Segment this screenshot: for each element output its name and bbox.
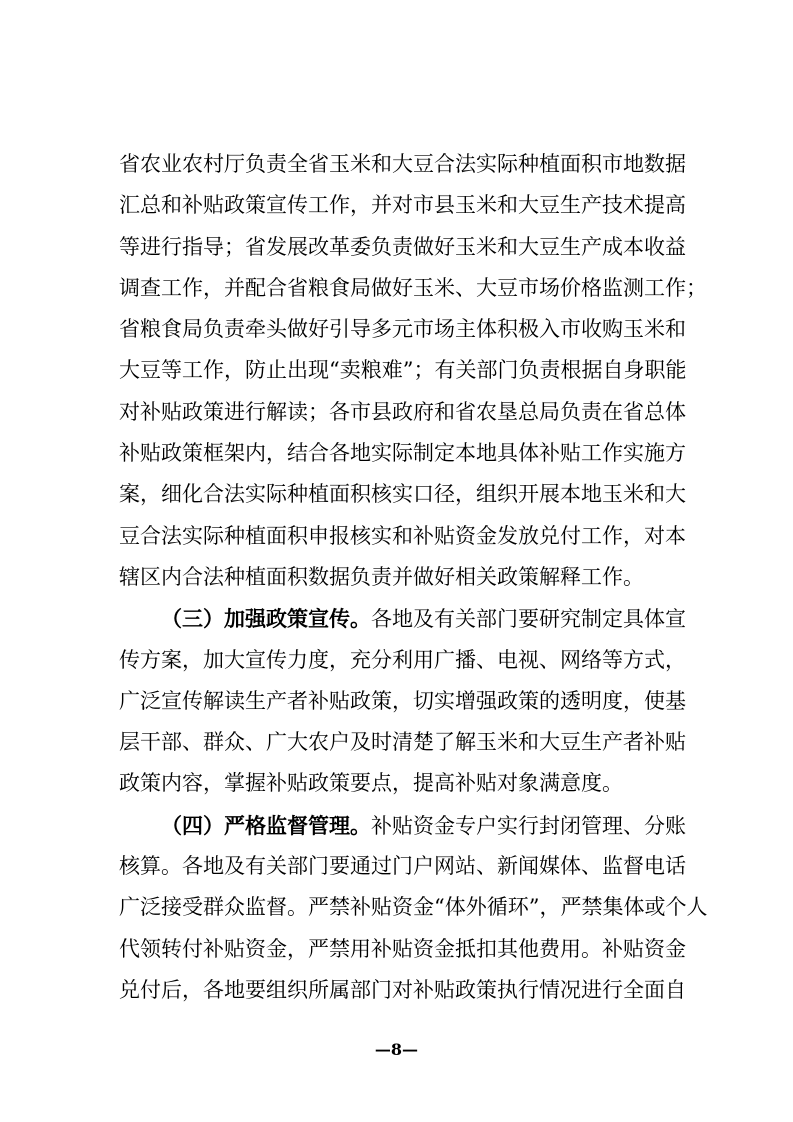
text-line: 兑付后，各地要组织所属部门对补贴政策执行情况进行全面自 <box>119 977 686 1002</box>
text-line: 代领转付补贴资金，严禁用补贴资金抵扣其他费用。补贴资金 <box>119 936 686 961</box>
text-line: 大豆等工作，防止出现“卖粮难”；有关部门负责根据自身职能 <box>119 358 687 383</box>
text-line: 辖区内合法种植面积数据负责并做好相关政策解释工作。 <box>119 564 644 589</box>
text-line: 补贴政策框架内，结合各地实际制定本地具体补贴工作实施方 <box>119 441 686 466</box>
text-line <box>119 805 686 846</box>
text-line: 广泛宣传解读生产者补贴政策，切实增强政策的透明度，使基 <box>119 688 686 713</box>
text-line: 核算。各地及有关部门要通过门户网站、新闻媒体、监督电话 <box>119 854 686 879</box>
paragraph-supervision <box>119 805 708 1011</box>
paragraph-publicity <box>119 598 686 804</box>
paragraph-responsibilities <box>119 144 707 598</box>
text-run: 补贴资金专户实行封闭管理、分账 <box>371 813 686 838</box>
body-text <box>119 144 708 1011</box>
text-line: 省农业农村厅负责全省玉米和大豆合法实际种植面积市地数据 <box>119 152 686 176</box>
text-line: 层干部、群众、广大农户及时清楚了解玉米和大豆生产者补贴 <box>119 730 686 755</box>
text-line: 等进行指导；省发展改革委负责做好玉米和大豆生产成本收益 <box>119 234 686 259</box>
text-line: 对补贴政策进行解读；各市县政府和省农垦总局负责在省总体 <box>119 399 686 424</box>
text-line: 广泛接受群众监督。严禁补贴资金“体外循环”，严禁集体或个人 <box>119 895 708 920</box>
section-heading-supervision: （四）严格监督管理。 <box>161 812 371 838</box>
text-line: 政策内容，掌握补贴政策要点，提高补贴对象满意度。 <box>119 771 623 796</box>
text-line: 豆合法实际种植面积申报核实和补贴资金发放兑付工作，对本 <box>119 523 686 548</box>
section-heading-publicity: （三）加强政策宣传。 <box>161 606 371 632</box>
text-line: 汇总和补贴政策宣传工作，并对市县玉米和大豆生产技术提高 <box>119 193 686 218</box>
text-line <box>119 598 686 639</box>
text-run: 各地及有关部门要研究制定具体宣 <box>371 607 686 632</box>
page-number: —8— <box>374 1040 419 1059</box>
text-line: 案，细化合法实际种植面积核实口径，组织开展本地玉米和大 <box>119 482 686 507</box>
text-line: 传方案，加大宣传力度，充分利用广播、电视、网络等方式， <box>119 647 686 672</box>
text-line: 调查工作，并配合省粮食局做好玉米、大豆市场价格监测工作； <box>119 275 707 300</box>
text-line: 省粮食局负责牵头做好引导多元市场主体积极入市收购玉米和 <box>119 317 686 342</box>
